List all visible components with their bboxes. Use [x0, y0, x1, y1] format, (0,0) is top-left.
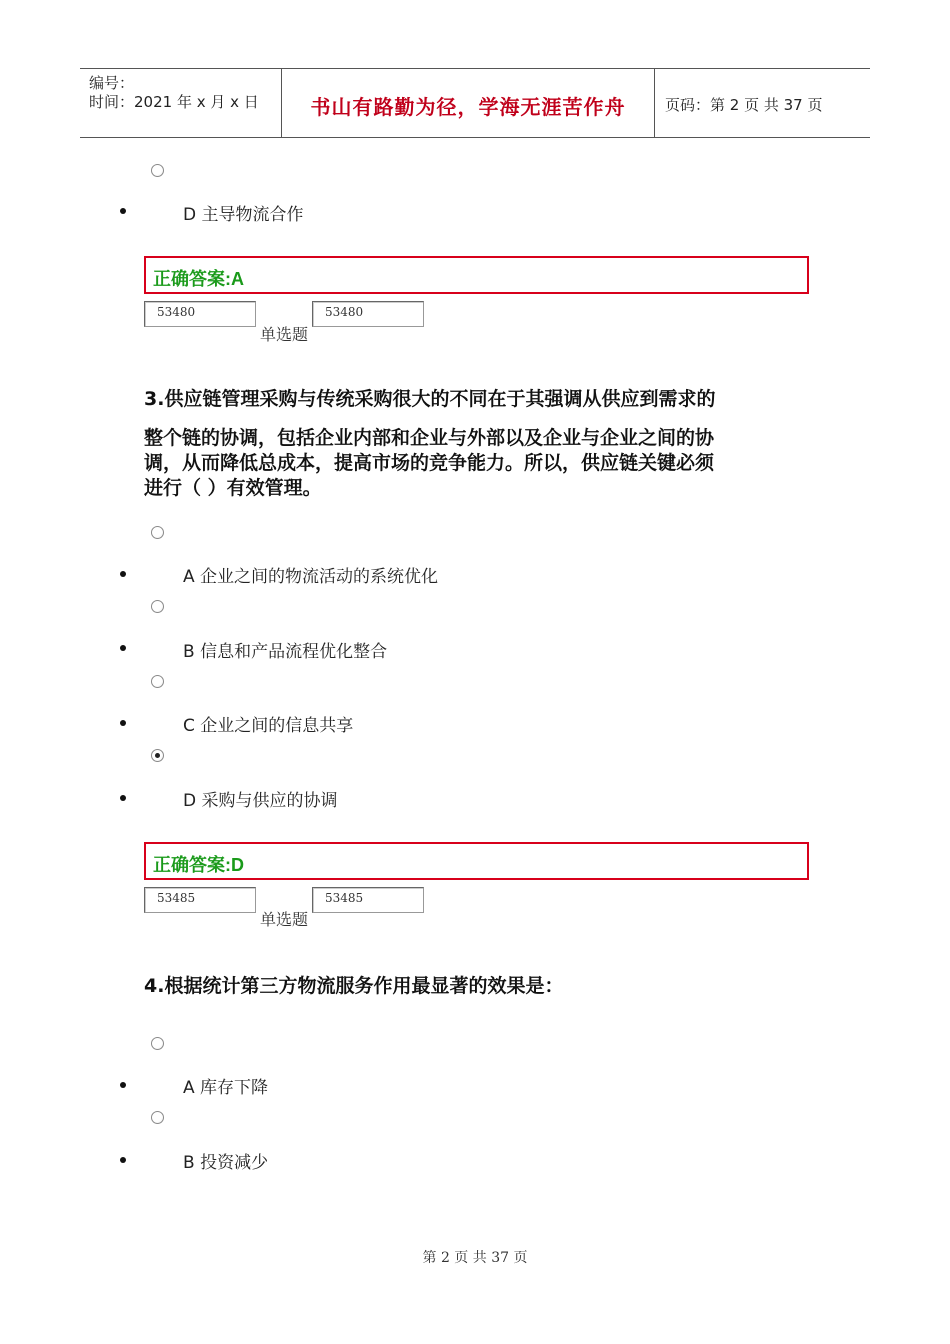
option-label-b: B 投资减少	[183, 1153, 269, 1173]
option-label-a: A 企业之间的物流活动的系统优化	[183, 567, 439, 587]
question-title: 4.根据统计第三方物流服务作用最显著的效果是：	[144, 975, 564, 997]
option-radio-c[interactable]	[151, 675, 164, 688]
header-motto-cell	[282, 69, 655, 137]
list-bullet	[120, 645, 126, 651]
correct-answer-box	[144, 256, 809, 294]
header-motto: 书山有路勤为径，学海无涯苦作舟	[310, 95, 626, 119]
option-radio[interactable]	[151, 164, 164, 177]
doc-date: 时间：2021 年 x 月 x 日	[89, 93, 259, 111]
question-id-value: 53480	[157, 305, 196, 319]
header-meta-cell	[80, 69, 282, 137]
header-page-cell	[655, 69, 870, 137]
question-id-field[interactable]	[144, 887, 256, 913]
list-bullet	[120, 1157, 126, 1163]
doc-id-label: 编号：	[89, 74, 135, 92]
option-label-c: C 企业之间的信息共享	[183, 716, 354, 736]
option-radio-a[interactable]	[151, 526, 164, 539]
correct-answer-text: 正确答案:D	[153, 855, 244, 875]
option-radio-a[interactable]	[151, 1037, 164, 1050]
option-label-a: A 库存下降	[183, 1078, 269, 1098]
question-id-field[interactable]	[144, 301, 256, 327]
correct-answer-text: 正确答案:A	[153, 269, 244, 289]
list-bullet	[120, 1082, 126, 1088]
option-radio-b[interactable]	[151, 600, 164, 613]
question-title: 调，从而降低总成本，提高市场的竞争能力。所以，供应链关键必须	[144, 452, 715, 474]
list-bullet	[120, 720, 126, 726]
option-radio-d[interactable]	[151, 749, 164, 762]
question-type: 单选题	[260, 910, 309, 929]
question-title: 3.供应链管理采购与传统采购很大的不同在于其强调从供应到需求的	[144, 388, 716, 410]
question-id-field[interactable]	[312, 301, 424, 327]
page-footer: 第 2 页 共 37 页	[422, 1250, 528, 1266]
option-label-b: B 信息和产品流程优化整合	[183, 642, 388, 662]
question-id-value: 53480	[325, 305, 364, 319]
question-id-value: 53485	[157, 891, 196, 905]
question-id-field[interactable]	[312, 887, 424, 913]
question-title: 整个链的协调，包括企业内部和企业与外部以及企业与企业之间的协	[144, 427, 715, 449]
question-title: 进行（ ）有效管理。	[144, 477, 322, 499]
option-label: D 主导物流合作	[183, 205, 304, 225]
list-bullet	[120, 571, 126, 577]
question-id-value: 53485	[325, 891, 364, 905]
question-type: 单选题	[260, 325, 309, 344]
list-bullet	[120, 208, 126, 214]
header-page-info: 页码：第 2 页 共 37 页	[665, 96, 823, 114]
page-header	[80, 68, 870, 138]
list-bullet	[120, 795, 126, 801]
option-label-d: D 采购与供应的协调	[183, 791, 338, 811]
option-radio-b[interactable]	[151, 1111, 164, 1124]
correct-answer-box	[144, 842, 809, 880]
